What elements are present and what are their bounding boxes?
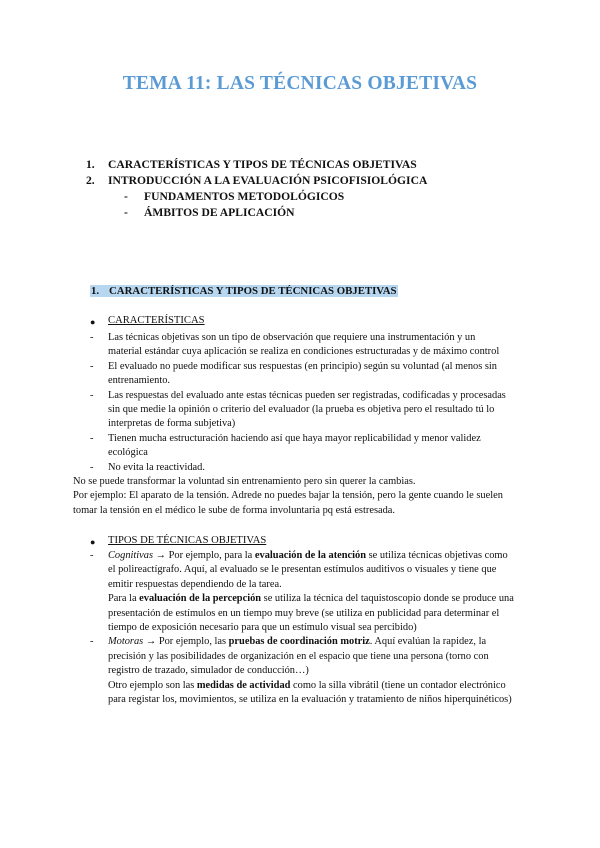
subsection-heading-caracteristicas — [90, 315, 205, 329]
toc-item-2 — [86, 173, 427, 189]
list-item: - Las respuestas del evaluado ante estas técnicas pueden ser registradas, codificadas y procesadas sin que medie la opinión o criterio del evaluador (la prueba es objetiva pero el resultado tú lo interpretas de forma subjetiva) — [90, 389, 506, 430]
toc-item-number: 1. — [86, 158, 95, 171]
toc-subitem-dash: - — [124, 190, 128, 203]
list-item: - Las técnicas objetivas son un tipo de observación que requiere una instrumentación y un material estándar cuya aplicación se realiza en condiciones estructuradas y de máximo control — [90, 332, 500, 358]
toc-item-label: INTRODUCCIÓN A LA EVALUACIÓN PSICOFISIOLÓGICA — [108, 174, 428, 187]
bullet-icon: ● — [90, 317, 96, 327]
toc-subitem-dash: - — [124, 206, 128, 219]
characteristics-list — [90, 331, 510, 475]
types-list — [90, 549, 514, 707]
subsection-title: TIPOS DE TÉCNICAS OBJETIVAS — [108, 535, 267, 546]
note-line: No se puede transformar la voluntad sin entrenamiento pero sin querer la cambias. — [73, 476, 416, 487]
toc-item-1 — [86, 157, 427, 173]
section-heading — [90, 285, 398, 297]
list-item: - No evita la reactividad. — [90, 461, 205, 473]
toc-subitem-label: FUNDAMENTOS METODOLÓGICOS — [144, 190, 345, 203]
toc-subitem-label: ÁMBITOS DE APLICACIÓN — [144, 206, 295, 219]
list-item: - El evaluado no puede modificar sus respuestas (en principio) según su voluntad (al menos sin entrenamiento. — [90, 360, 497, 387]
paragraph: Otro ejemplo son las medidas de actividad como la silla vibrátil (tiene un contador electrónico para registar los, movimientos, se utiliza en la evaluación y tratamiento de niños hiperquinéticos) — [108, 679, 512, 706]
toc-item-label: CARACTERÍSTICAS Y TIPOS DE TÉCNICAS OBJETIVAS — [108, 158, 417, 171]
toc-subitem-2 — [124, 205, 427, 221]
paragraph: Para la evaluación de la percepción se utiliza la técnica del taquistoscopio donde se produce una presentación de estímulos en un tiempo muy breve (se utiliza en publicidad para determinar el tiempo de exposición necesario para que un estímulo visual sea percibido) — [108, 593, 514, 634]
table-of-contents — [86, 157, 427, 221]
toc-subitem-1 — [124, 189, 427, 205]
type-label: Motoras — [108, 636, 144, 648]
subsection-title: CARACTERÍSTICAS — [108, 315, 205, 326]
list-item: - Tienen mucha estructuración haciendo así que haya mayor replicabilidad y menor validez ecológica — [90, 432, 481, 459]
toc-item-number: 2. — [86, 174, 95, 187]
example-paragraph: Por ejemplo: El aparato de la tensión. Adrede no puedes bajar la tensión, pero la gente cuando le suelen tomar la tensión en el médico le sube de forma involuntaria pq está estresada. — [73, 490, 503, 516]
list-item-motoras: - Motoras → Por ejemplo, las pruebas de coordinación motriz. Aquí evalúan la rapidez, la precisión y las posibilidades de organización en el espacio que tiene una persona (torno con registro de trazado, simulador de conducción…) — [90, 636, 489, 677]
type-label: Cognitivas — [108, 550, 154, 561]
notes-paragraph — [73, 475, 513, 518]
list-item-cognitivas: - Cognitivas → Por ejemplo, para la evaluación de la atención se utiliza técnicas objetivas como el polireactígrafo. Aquí, al evaluado se le presentan estímulos auditivos o visuales y tiene que emitir respuestas dependiendo de la tarea. — [90, 550, 508, 590]
section-heading-text: CARACTERÍSTICAS Y TIPOS DE TÉCNICAS OBJETIVAS — [109, 285, 397, 297]
section-number: 1. — [91, 285, 100, 297]
subsection-heading-tipos — [90, 535, 266, 549]
highlighted-heading — [90, 285, 398, 297]
bullet-icon: ● — [90, 537, 96, 547]
page-title: TEMA 11: LAS TÉCNICAS OBJETIVAS — [122, 73, 478, 94]
